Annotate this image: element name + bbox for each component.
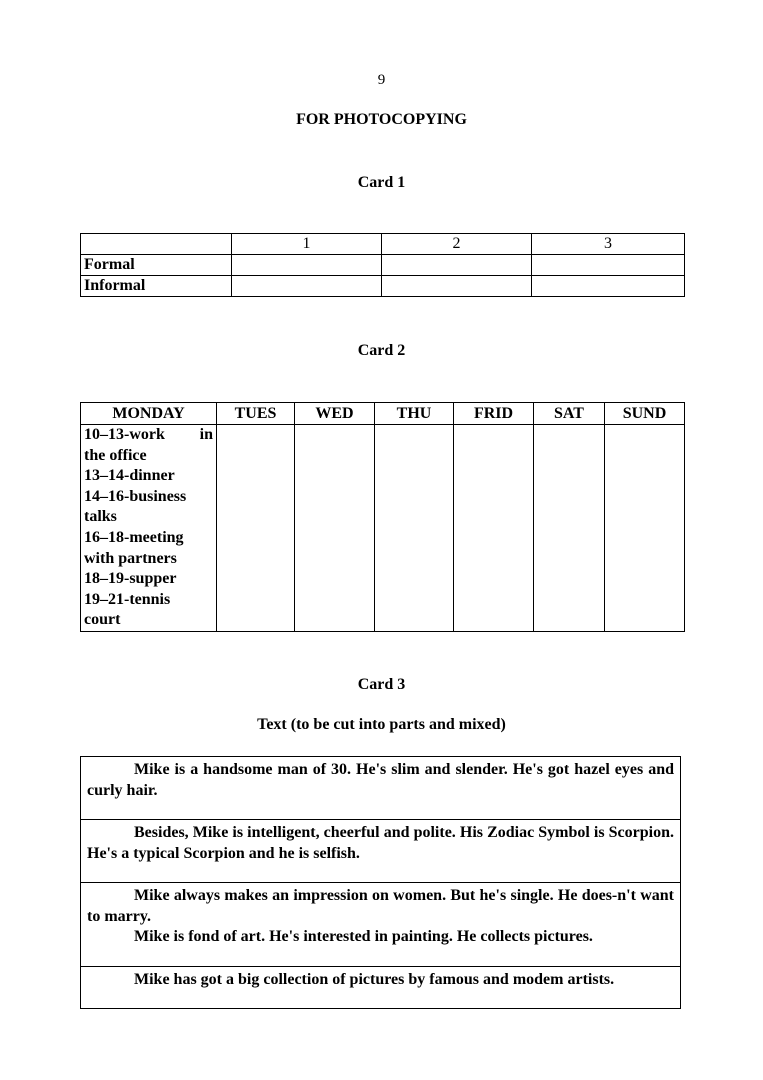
schedule-line: with partners bbox=[84, 549, 177, 567]
card1-cell bbox=[382, 276, 532, 297]
card1-cell bbox=[532, 276, 685, 297]
card1-heading: Card 1 bbox=[357, 174, 406, 191]
page-title: FOR PHOTOCOPYING bbox=[296, 111, 467, 128]
text-part bbox=[81, 883, 681, 967]
table-row bbox=[81, 255, 685, 276]
card1-table bbox=[80, 233, 685, 297]
schedule-line: the office bbox=[84, 446, 147, 464]
day-header-frid: FRID bbox=[454, 403, 534, 425]
schedule-cell bbox=[605, 425, 685, 632]
schedule-line-part: 10–13-work bbox=[84, 426, 165, 443]
day-header-sund: SUND bbox=[605, 403, 685, 425]
schedule-cell bbox=[217, 425, 295, 632]
day-header-thu: THU bbox=[375, 403, 454, 425]
schedule-cell bbox=[375, 425, 454, 632]
card1-header-cell: 3 bbox=[532, 234, 685, 255]
card1-cell bbox=[532, 255, 685, 276]
card3-table bbox=[80, 756, 681, 1009]
schedule-line: court bbox=[84, 611, 121, 629]
text-paragraph: Mike always makes an impression on women. But he's single. He does-n't want to marry. bbox=[87, 887, 674, 925]
table-row bbox=[81, 403, 685, 425]
card1-row-label: Informal bbox=[81, 276, 232, 297]
card1-header-cell: 1 bbox=[232, 234, 382, 255]
schedule-line: 19–21-tennis bbox=[84, 590, 171, 608]
day-header-monday: MONDAY bbox=[81, 403, 217, 425]
schedule-line: 16–18-meeting bbox=[84, 528, 184, 546]
monday-schedule bbox=[81, 425, 217, 632]
text-part: Mike is a handsome man of 30. He's slim and slender. He's got hazel eyes and curly hair. bbox=[81, 757, 681, 820]
card1-cell bbox=[382, 255, 532, 276]
card1-cell bbox=[232, 255, 382, 276]
page-number: 9 bbox=[377, 72, 386, 88]
day-header-sat: SAT bbox=[534, 403, 605, 425]
schedule-cell bbox=[295, 425, 375, 632]
schedule-line-part: in bbox=[199, 426, 213, 443]
text-part: Besides, Mike is intelligent, cheerful and polite. His Zodiac Symbol is Scorpion. He's a typical Scorpion and he is selfish. bbox=[81, 820, 681, 883]
text-paragraph: Mike is fond of art. He's interested in painting. He collects pictures. bbox=[134, 928, 593, 945]
schedule-line: talks bbox=[84, 508, 117, 526]
schedule-cell bbox=[454, 425, 534, 632]
schedule-line: 14–16-business bbox=[84, 487, 187, 505]
table-row bbox=[81, 820, 681, 883]
card1-cell bbox=[232, 276, 382, 297]
card2-heading: Card 2 bbox=[357, 342, 406, 359]
table-row bbox=[81, 425, 685, 632]
card2-table bbox=[80, 402, 685, 632]
card3-heading: Card 3 bbox=[357, 676, 406, 693]
schedule-cell bbox=[534, 425, 605, 632]
card1-header-cell: 2 bbox=[382, 234, 532, 255]
table-row bbox=[81, 883, 681, 967]
text-part: Mike has got a big collection of pictures by famous and modem artists. bbox=[81, 967, 681, 1009]
card1-row-label: Formal bbox=[81, 255, 232, 276]
day-header-wed: WED bbox=[295, 403, 375, 425]
schedule-line: 13–14-dinner bbox=[84, 467, 175, 485]
table-row bbox=[81, 757, 681, 820]
table-row bbox=[81, 967, 681, 1009]
table-row bbox=[81, 234, 685, 255]
table-row bbox=[81, 276, 685, 297]
schedule-line bbox=[84, 425, 213, 446]
day-header-tues: TUES bbox=[217, 403, 295, 425]
card1-header-cell bbox=[81, 234, 232, 255]
card3-subheading: Text (to be cut into parts and mixed) bbox=[257, 716, 506, 733]
schedule-line: 18–19-supper bbox=[84, 570, 177, 588]
